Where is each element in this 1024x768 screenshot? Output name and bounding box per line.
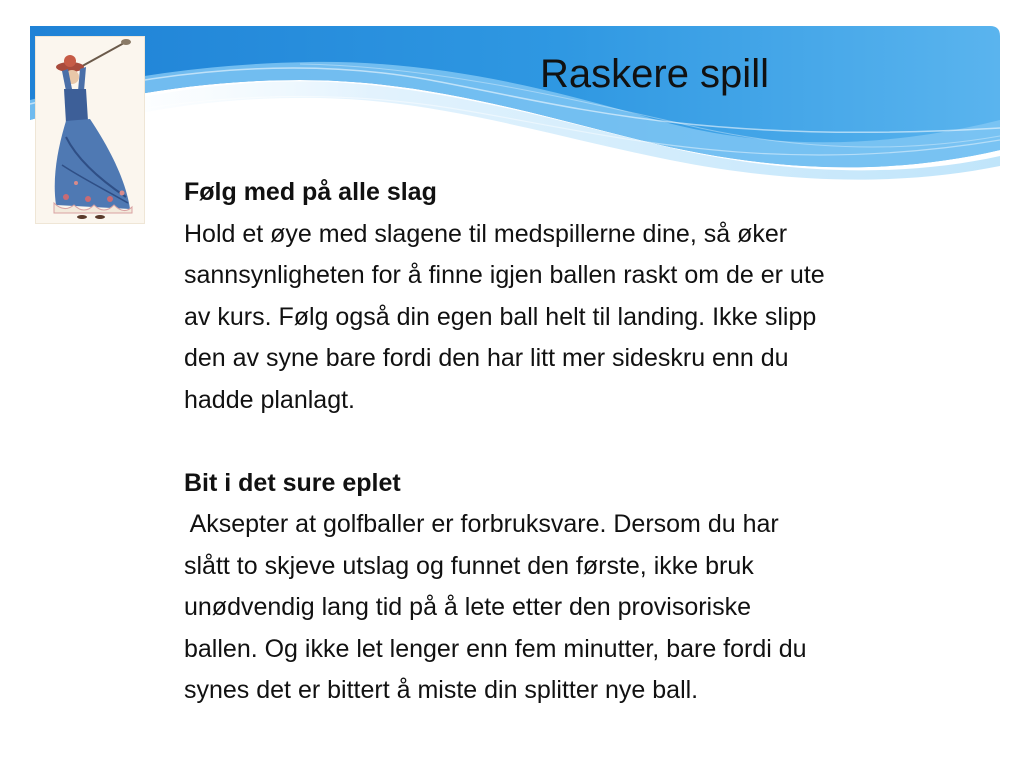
slide-body xyxy=(184,172,1004,712)
text-line: hadde planlagt. xyxy=(184,385,355,414)
text-line: den av syne bare fordi den har litt mer sideskru enn du xyxy=(184,344,789,372)
text-line: slått to skjeve utslag og funnet den første, ikke bruk xyxy=(184,551,754,580)
text-line: Aksepter at golfballer er forbruksvare. Dersom du har xyxy=(184,510,779,538)
text-line: sannsynligheten for å finne igjen ballen raskt om de er ute xyxy=(184,261,825,289)
header-wave-banner xyxy=(0,0,1024,200)
section-text xyxy=(184,504,1004,712)
text-line: unødvendig lang tid på å lete etter den provisoriske xyxy=(184,593,752,621)
section-follow-every-shot xyxy=(184,172,1004,421)
text-line: av kurs. Følg også din egen ball helt til landing. Ikke slipp xyxy=(184,302,817,331)
section-text xyxy=(184,214,1004,422)
section-heading: Følg med på alle slag xyxy=(184,178,437,206)
slide-title: Raskere spill xyxy=(540,52,769,96)
section-bite-the-sour-apple xyxy=(184,463,1004,712)
text-line: synes det er bittert å miste din splitter nye ball. xyxy=(184,676,699,704)
section-heading: Bit i det sure eplet xyxy=(184,468,401,497)
golfer-woman-illustration xyxy=(36,37,144,223)
golfer-woman-icon xyxy=(36,37,144,223)
text-line: Hold et øye med slagene til medspillerne dine, så øker xyxy=(184,219,788,248)
text-line: ballen. Og ikke let lenger enn fem minutter, bare fordi du xyxy=(184,634,807,663)
